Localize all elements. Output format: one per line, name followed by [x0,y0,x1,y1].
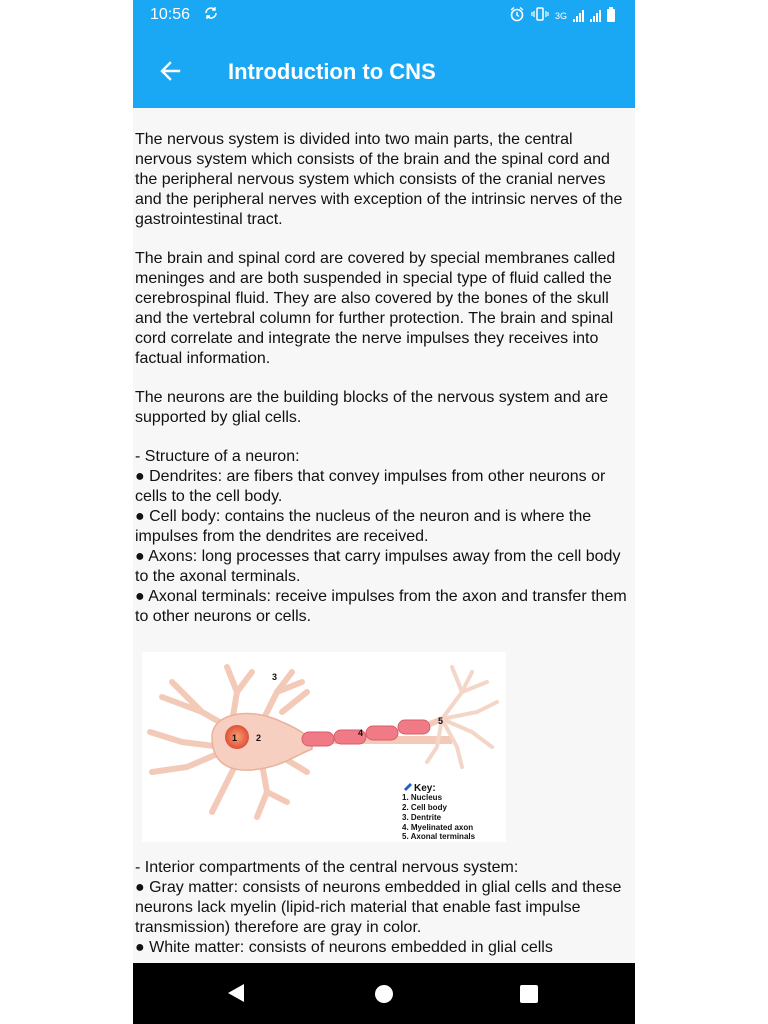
key-icon [404,783,412,791]
status-time: 10:56 [150,6,191,23]
key-item: 2. Cell body [402,803,447,812]
label-3: 3 [272,672,278,682]
vibrate-icon [531,7,549,24]
list-item: ● Axonal terminals: receive impulses from the axon and transfer them to other neurons or cells. [135,588,627,625]
label-2: 2 [256,733,262,743]
back-arrow-icon[interactable] [155,56,185,86]
article-content[interactable] [133,108,635,963]
paragraph: The neurons are the building blocks of the nervous system and are supported by glial cells. [135,389,609,426]
page-title: Introduction to CNS [228,59,436,84]
article-text [135,130,633,627]
paragraph: The brain and spinal cord are covered by special membranes called meninges and are both suspended in special type of fluid called the cerebrospinal fluid. They are also covered by the bones of the skull and the vertebral column for further protection. The brain and spinal cord correlate and integrate the nerve impulses they receives into factual information. [135,250,616,367]
neuron-structure-list [135,447,633,627]
network-type: 3G [554,10,567,21]
list-heading: - Interior compartments of the central nervous system: [135,859,519,876]
signal-icon-2 [590,10,601,22]
nav-home-icon[interactable] [375,985,393,1003]
key-title: Key: [414,783,436,794]
battery-icon [607,9,615,22]
list-item: ● Gray matter: consists of neurons embedded in glial cells and these neurons lack myelin (lipid-rich material that enable fast impulse transmission) therefore are gray in color. [135,879,622,936]
key-item: 1. Nucleus [402,793,443,802]
list-item: ● White matter: consists of neurons embedded in glial cells [135,939,553,956]
status-bar [133,0,635,34]
diagram-key [402,783,476,841]
list-item: ● Dendrites: are fibers that convey impulses from other neurons or cells to the cell body. [135,468,606,505]
key-item: 5. Axonal terminals [402,832,476,841]
status-icons [509,6,615,25]
interior-compartments-list [135,858,633,958]
list-item: ● Cell body: contains the nucleus of the neuron and is where the impulses from the dendrites are received. [135,508,592,545]
nav-recents-icon[interactable] [520,985,538,1003]
key-item: 3. Dentrite [402,813,442,822]
list-heading: - Structure of a neuron: [135,448,300,465]
paragraph: The nervous system is divided into two main parts, the central nervous system which consists of the brain and the spinal cord and the peripheral nervous system which consists of the cranial nerves and the peripheral nerves with exception of the intrinsic nerves of the gastrointestinal tract. [135,131,623,228]
nav-back-icon[interactable] [228,984,244,1002]
alarm-icon [509,6,525,25]
label-5: 5 [438,716,444,726]
key-item: 4. Myelinated axon [402,823,474,832]
myelinated-axon [302,720,452,746]
phone-screen [133,0,635,1024]
label-1: 1 [232,733,238,743]
signal-icon [573,10,584,22]
sync-icon [203,5,219,25]
label-4: 4 [358,728,364,738]
system-nav-bar [133,963,635,1024]
app-bar [133,34,635,108]
list-item: ● Axons: long processes that carry impulses away from the cell body to the axonal terminals. [135,548,621,585]
neuron-diagram [142,652,506,842]
